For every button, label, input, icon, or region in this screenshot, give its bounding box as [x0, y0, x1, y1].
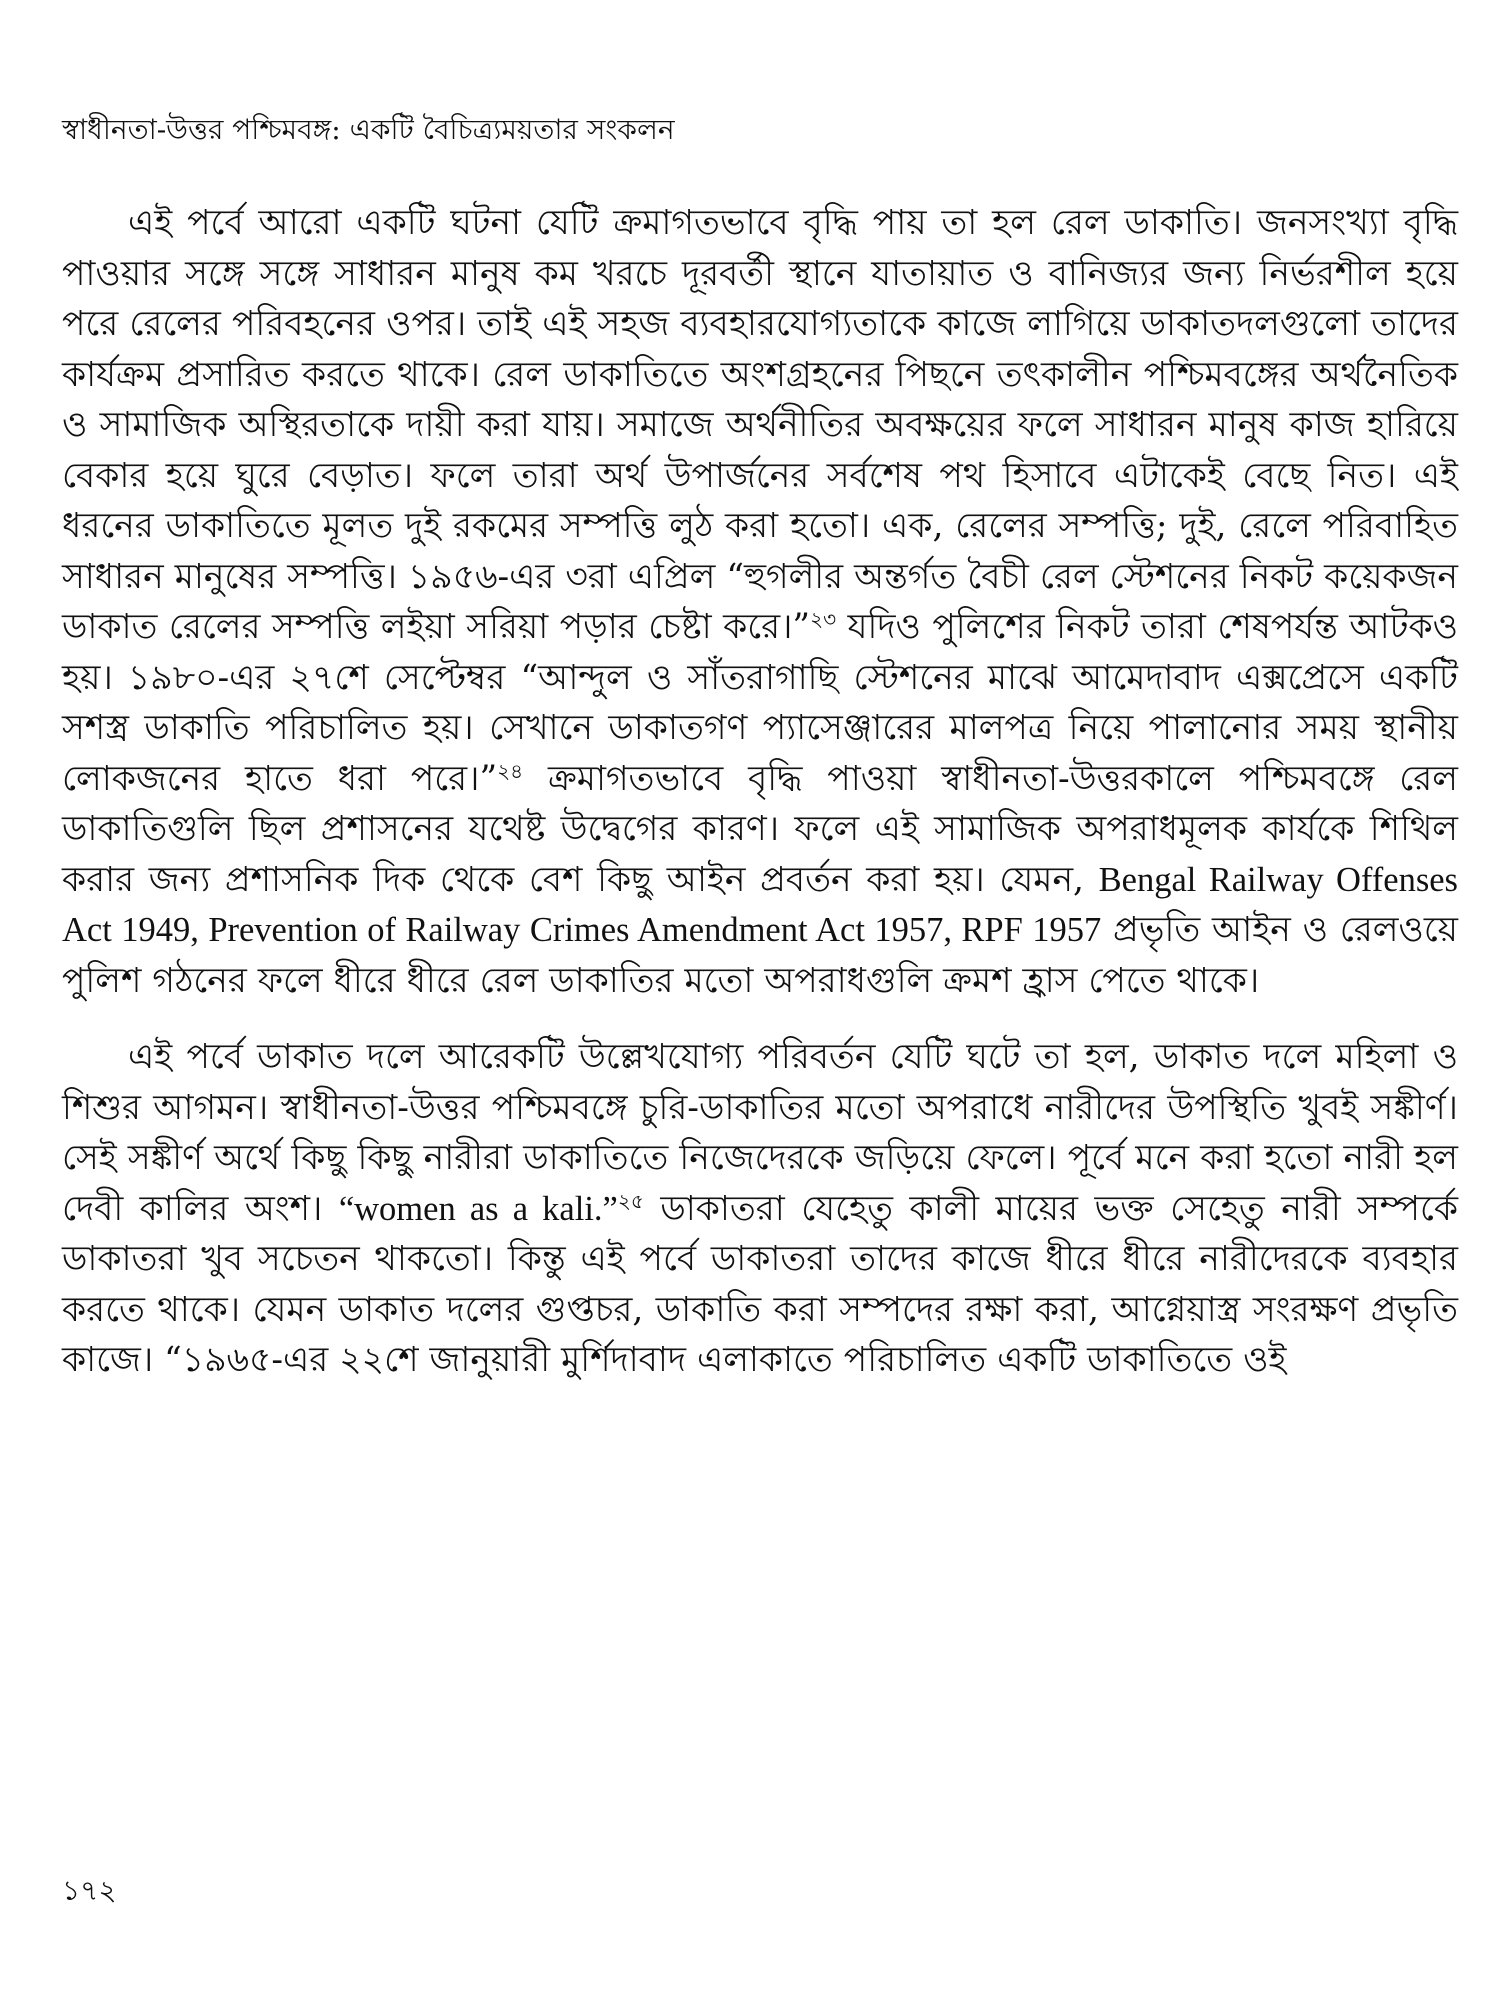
paragraph-text: ডাকাতরা যেহেতু কালী মায়ের ভক্ত সেহেতু নারী সম্পর্কে ডাকাতরা খুব সচেতন থাকতো। কিন্তু এই পর্বে ডাকাতরা তাদের কাজে ধীরে ধীরে নারীদেরকে ব্যবহার করতে থাকে। যেমন ডাকাত দলের গুপ্তচর, ডাকাতি করা সম্পদের রক্ষা করা, আগ্নেয়াস্ত্র সংরক্ষণ প্রভৃতি কাজে। “১৯৬৫-এর ২২শে জানুয়ারী মুর্শিদাবাদ এলাকাতে পরিচালিত একটি ডাকাতিতে ওই	[62, 1188, 1458, 1380]
english-quote: “women as a kali.”	[338, 1189, 618, 1228]
document-page	[62, 112, 1458, 1386]
paragraph-text: এই পর্বে ডাকাত দলে আরেকটি উল্লেখযোগ্য পরিবর্তন যেটি ঘটে তা হল, ডাকাত দলে মহিলা ও শিশুর আগমন। স্বাধীনতা-উত্তর পশ্চিমবঙ্গে চুরি-ডাকাতির মতো অপরাধে নারীদের উপস্থিতি খুবই সঙ্কীর্ণ। সেই সঙ্কীর্ণ অর্থে কিছু কিছু নারীরা ডাকাতিতে নিজেদেরকে জড়িয়ে ফেলে। পূর্বে মনে করা হতো নারী হল দেবী কালির অংশ।	[62, 1037, 1458, 1229]
page-number: ১৭২	[62, 1874, 117, 1907]
paragraph-rail-dacoity	[62, 198, 1458, 1006]
footnote-marker: ২৫	[617, 1188, 644, 1213]
paragraph-text: ক্রমাগতভাবে বৃদ্ধি পাওয়া স্বাধীনতা-উত্তরকালে পশ্চিমবঙ্গে রেল ডাকাতিগুলি ছিল প্রশাসনের যথেষ্ট উদ্বেগের কারণ। ফলে এই সামাজিক অপরাধমূলক কার্যকে শিথিল করার জন্য প্রশাসনিক দিক থেকে বেশ কিছু আইন প্রবর্তন করা হয়। যেমন,	[62, 758, 1458, 900]
footnote-marker: ২৪	[497, 758, 524, 783]
paragraph-text: প্রভৃতি আইন ও রেলওয়ে পুলিশ গঠনের ফলে ধীরে ধীরে রেল ডাকাতির মতো অপরাধগুলি ক্রমশ হ্রাস পেতে থাকে।	[62, 910, 1459, 1001]
paragraph-text: যদিও পুলিশের নিকট তারা শেষপর্যন্ত আটকও হয়। ১৯৮০-এর ২৭শে সেপ্টেম্বর “আন্দুল ও সাঁতরাগাছি স্টেশনের মাঝে আমেদাবাদ এক্সপ্রেসে একটি সশস্ত্র ডাকাতি পরিচালিত হয়। সেখানে ডাকাতগণ প্যাসেঞ্জারের মালপত্র নিয়ে পালানোর সময় স্থানীয় লোকজনের হাতে ধরা পরে।”	[62, 607, 1458, 799]
running-header: স্বাধীনতা-উত্তর পশ্চিমবঙ্গ: একটি বৈচিত্র্যময়তার সংকলন	[62, 113, 675, 146]
paragraph-women-in-dacoity	[62, 1032, 1458, 1386]
paragraph-text: এই পর্বে আরো একটি ঘটনা যেটি ক্রমাগতভাবে বৃদ্ধি পায় তা হল রেল ডাকাতি। জনসংখ্যা বৃদ্ধি পাওয়ার সঙ্গে সঙ্গে সাধারন মানুষ কম খরচে দূরবর্তী স্থানে যাতায়াত ও বানিজ্যর জন্য নির্ভরশীল হয়ে পরে রেলের পরিবহনের ওপর। তাই এই সহজ ব্যবহারযোগ্যতাকে কাজে লাগিয়ে ডাকাতদলগুলো তাদের কার্যক্রম প্রসারিত করতে থাকে। রেল ডাকাতিতে অংশগ্রহনের পিছনে তৎকালীন পশ্চিমবঙ্গের অর্থনৈতিক ও সামাজিক অস্থিরতাকে দায়ী করা যায়। সমাজে অর্থনীতির অবক্ষয়ের ফলে সাধারন মানুষ কাজ হারিয়ে বেকার হয়ে ঘুরে বেড়াত। ফলে তারা অর্থ উপার্জনের সর্বশেষ পথ হিসাবে এটাকেই বেছে নিত। এই ধরনের ডাকাতিতে মূলত দুই রকমের সম্পত্তি লুঠ করা হতো। এক, রেলের সম্পত্তি; দুই, রেলে পরিবাহিত সাধারন মানুষের সম্পত্তি। ১৯৫৬-এর ৩রা এপ্রিল “হুগলীর অন্তর্গত বৈচী রেল স্টেশনের নিকট কয়েকজন ডাকাত রেলের সম্পত্তি লইয়া সরিয়া পড়ার চেষ্টা করে।”	[62, 203, 1458, 647]
footnote-marker: ২৩	[810, 607, 837, 631]
act-names-english: Bengal Railway Offenses Act 1949, Prevention of Railway Crimes Amendment Act 1957, RPF 1957	[62, 860, 1458, 949]
